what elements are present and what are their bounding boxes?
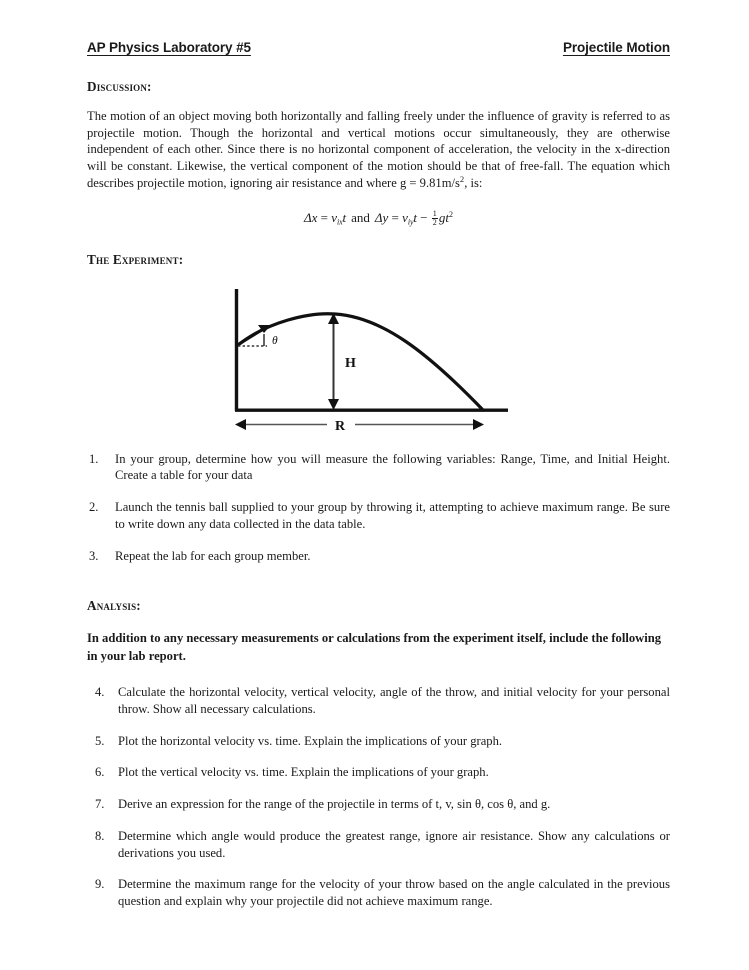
- list-item: [87, 451, 670, 484]
- list-item-number: 8.: [95, 828, 105, 843]
- fraction-numerator: 1: [432, 209, 437, 219]
- list-item-text: Determine which angle would produce the greatest range, ignore air resistance. Show any calculations or derivations you used.: [118, 828, 670, 860]
- projectile-diagram-svg: [87, 284, 670, 439]
- list-item-number: 1.: [89, 451, 99, 466]
- procedure-list: [87, 451, 670, 565]
- list-item-text: In your group, determine how you will measure the following variables: Range, Time, and Initial Height. Create a table for your data: [115, 451, 670, 483]
- list-item-number: 9.: [95, 877, 105, 892]
- equation-vy-subscript: iy: [407, 217, 414, 227]
- height-arrowhead-bottom: [328, 399, 339, 410]
- list-item: [87, 796, 670, 813]
- list-item-text: Calculate the horizontal velocity, vertical velocity, angle of the throw, and initial velocity for your personal throw. Show all necessary calculations.: [118, 685, 670, 716]
- equation-delta-y: Δy: [374, 210, 389, 226]
- list-item: [87, 733, 670, 750]
- height-label: H: [345, 355, 356, 371]
- angle-label: θ: [272, 334, 278, 347]
- list-item-number: 5.: [95, 733, 105, 748]
- discussion-text: The motion of an object moving both horizontally and falling freely under the influence of gravity is referred to as projectile motion. Though the horizontal and vertical motions occur simultaneously, they are otherwise independent of each other. Since there is no horizontal component of acceleration, the velocity in the x-direction will be constant. Likewise, the vertical component of the motion should be that of free-fall. The equation which describes projectile motion, ignoring air resistance and where g = 9.81m/s: [87, 109, 670, 191]
- list-item: [87, 764, 670, 781]
- list-item-number: 6.: [95, 765, 105, 780]
- equation-t1: t: [342, 210, 347, 226]
- fraction-denominator: 2: [432, 218, 437, 228]
- lab-title: AP Physics Laboratory #5: [87, 40, 251, 55]
- document-content: [87, 40, 670, 910]
- list-item-number: 2.: [89, 500, 99, 515]
- analysis-list: [87, 684, 670, 910]
- equation-t3-superscript: 2: [448, 210, 453, 220]
- list-item: [87, 548, 670, 565]
- list-item-text: Determine the maximum range for the velocity of your throw based on the angle calculated in the previous question and explain why your projectile did not achieve maximum range.: [118, 877, 670, 908]
- list-item-text: Derive an expression for the range of the projectile in terms of t, v, sin θ, cos θ, and g.: [118, 797, 551, 812]
- equation-minus: −: [416, 210, 431, 226]
- equation-equals-1: =: [317, 210, 332, 226]
- projectile-diagram: [87, 284, 670, 439]
- equation-t3: t: [445, 210, 449, 226]
- equation-vx-subscript: ix: [337, 217, 343, 227]
- list-item-number: 4.: [95, 685, 105, 700]
- discussion-text-tail: , is:: [464, 176, 483, 191]
- trajectory-curve: [238, 313, 483, 409]
- list-item-text: Repeat the lab for each group member.: [115, 548, 311, 563]
- projectile-equation: [304, 210, 453, 227]
- discussion-heading: Discussion:: [87, 79, 152, 94]
- discussion-text-superscript: 2: [459, 174, 465, 185]
- list-item-text: Plot the horizontal velocity vs. time. Explain the implications of your graph.: [118, 733, 503, 748]
- launch-velocity-arrow: [239, 328, 265, 344]
- lab-subject-title: Projectile Motion: [562, 40, 670, 55]
- equation-delta-x: Δx: [304, 210, 318, 226]
- analysis-heading: Analysis:: [87, 598, 141, 614]
- analysis-note: In addition to any necessary measurements or calculations from the experiment itself, include the following in your lab report.: [87, 631, 662, 663]
- list-item-number: 7.: [95, 797, 105, 812]
- experiment-heading: The Experiment:: [87, 251, 184, 267]
- equation-row: [87, 210, 670, 227]
- range-arrowhead-right: [473, 419, 484, 430]
- list-item-text: Launch the tennis ball supplied to your group by throwing it, attempting to achieve maximum range. Be sure to write down any data collected in the data table.: [115, 500, 670, 531]
- list-item: [87, 876, 670, 909]
- range-label: R: [335, 418, 346, 434]
- equation-one-half-fraction: [432, 210, 438, 227]
- equation-t2: t: [413, 210, 417, 226]
- discussion-paragraph: [87, 108, 670, 192]
- equation-equals-2: =: [388, 210, 403, 226]
- range-arrowhead-left: [235, 419, 246, 430]
- list-item: [87, 684, 670, 717]
- equation-g: g: [438, 210, 446, 226]
- document-header: [87, 40, 670, 55]
- list-item-number: 3.: [89, 548, 99, 563]
- list-item: [87, 499, 670, 532]
- equation-vx: v: [331, 210, 338, 226]
- equation-vy: v: [402, 210, 408, 226]
- equation-and: and: [351, 210, 370, 226]
- list-item-text: Plot the vertical velocity vs. time. Explain the implications of your graph.: [118, 765, 489, 780]
- list-item: [87, 828, 670, 861]
